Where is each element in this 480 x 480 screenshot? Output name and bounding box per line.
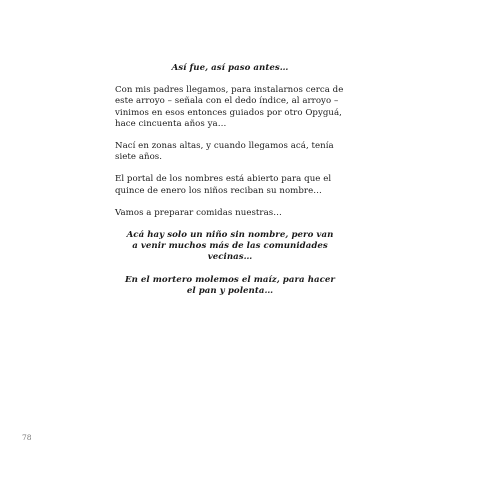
quote-2 bbox=[115, 275, 345, 297]
page-number: 78 bbox=[22, 433, 32, 442]
paragraph-4 bbox=[115, 208, 345, 219]
paragraph-line: siete años. bbox=[115, 152, 163, 163]
paragraph-line: Nací en zonas altas, y cuando llegamos acá, tenía bbox=[115, 141, 334, 152]
quote-line: vecinas… bbox=[207, 252, 253, 263]
quote-line: En el mortero molemos el maíz, para hacer bbox=[124, 274, 336, 285]
paragraph-line: El portal de los nombres está abierto para que el bbox=[115, 174, 332, 185]
quote-1 bbox=[115, 230, 345, 264]
paragraph-2 bbox=[115, 141, 345, 163]
paragraph-1 bbox=[115, 85, 345, 130]
text-block bbox=[115, 63, 345, 308]
paragraph-line: Vamos a preparar comidas nuestras… bbox=[115, 207, 282, 218]
paragraph-line: Con mis padres llegamos, para instalarnos cerca de bbox=[115, 85, 344, 96]
quote-line: el pan y polenta… bbox=[186, 285, 274, 296]
paragraph-line: vinimos en esos entonces guiados por otro Opyguá, bbox=[115, 107, 342, 118]
paragraph-line: quince de enero los niños reciban su nombre… bbox=[115, 185, 322, 196]
heading: Así fue, así paso antes… bbox=[171, 63, 289, 73]
paragraph-3 bbox=[115, 174, 345, 196]
paragraph-line: este arroyo – señala con el dedo índice, al arroyo – bbox=[115, 96, 339, 107]
paragraph-line: hace cincuenta años ya… bbox=[115, 118, 227, 129]
quote-line: Acá hay solo un niño sin nombre, pero van bbox=[126, 230, 334, 241]
quote-line: a venir muchos más de las comunidades bbox=[132, 241, 328, 252]
